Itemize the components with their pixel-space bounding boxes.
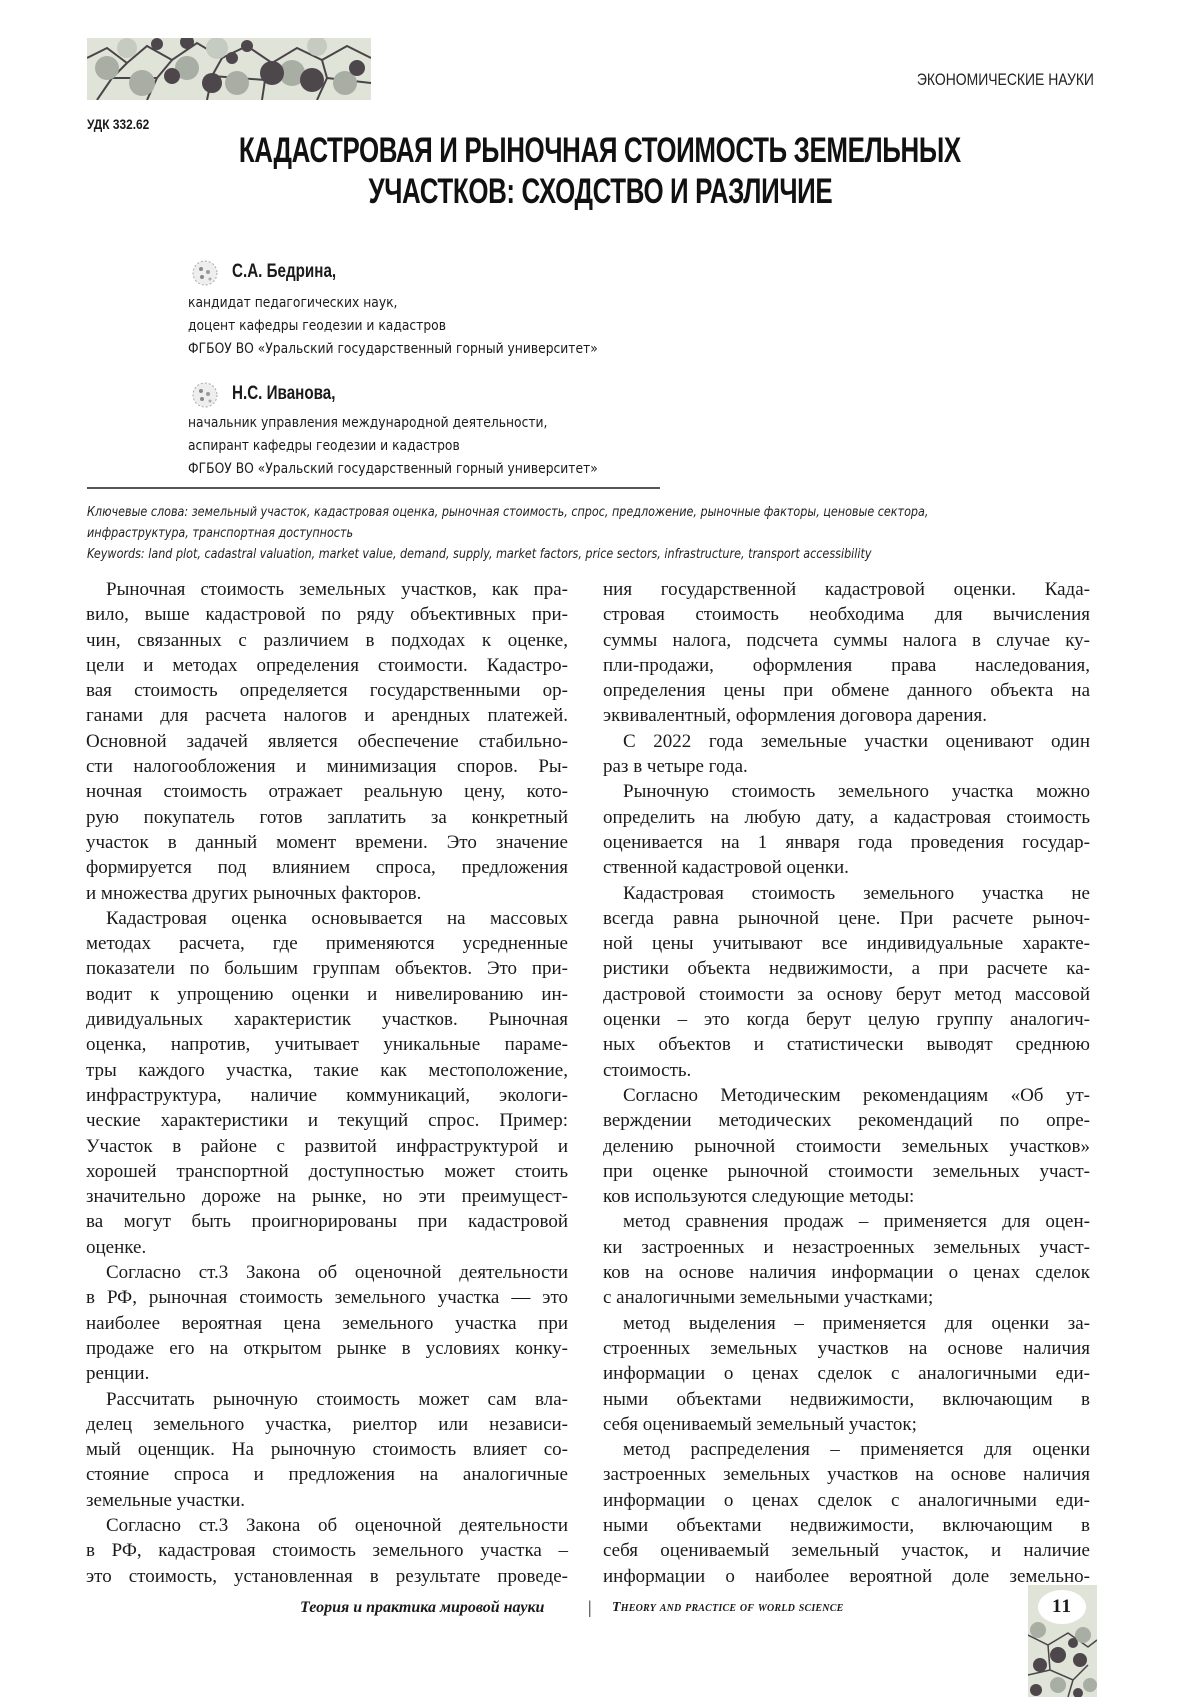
text-line: наиболее вероятная цена земельного участка при (86, 1311, 568, 1336)
text-line: оценка, напротив, учитывает уникальные параме- (86, 1032, 568, 1057)
text-line: участок в данный момент времени. Это значение (86, 830, 568, 855)
text-line: себя оцениваемый земельный участок, и наличие (603, 1538, 1090, 1563)
footer-divider: | (588, 1597, 592, 1618)
footer-journal-en: Theory and practice of world science (612, 1600, 843, 1616)
text-line: строенных земельных участков на основе наличия (603, 1336, 1090, 1361)
text-line: Основной задачей является обеспечение стабильно- (86, 729, 568, 754)
text-line: дивидуальных характеристик участков. Рыночная (86, 1007, 568, 1032)
text-line: Рыночную стоимость земельного участка можно (603, 779, 1090, 804)
paragraph (86, 577, 568, 906)
text-line: ков используются следующие методы: (603, 1184, 1090, 1209)
text-line: дастровой стоимости за основу берут метод массовой (603, 982, 1090, 1007)
text-line: раз в четыре года. (603, 754, 1090, 779)
article-title-line-2 (0, 172, 1200, 212)
author-affiliation: кандидат педагогических наук, (188, 295, 397, 311)
text-line: застроенных земельных участков на основе наличия (603, 1462, 1090, 1487)
page-number: 11 (1038, 1590, 1086, 1624)
text-line: Участок в районе с развитой инфраструктурой и (86, 1134, 568, 1159)
text-line: делец земельного участка, риелтор или независи- (86, 1412, 568, 1437)
text-line: Согласно Методическим рекомендациям «Об ут- (603, 1083, 1090, 1108)
text-line: в РФ, рыночная стоимость земельного участка — это (86, 1285, 568, 1310)
paragraph (603, 1437, 1090, 1589)
text-line: верждении методических рекомендаций по опре- (603, 1108, 1090, 1133)
text-line: Согласно ст.3 Закона об оценочной деятельности (86, 1513, 568, 1538)
paragraph (86, 1387, 568, 1513)
text-line: продаже его на открытом рынке в условиях конку- (86, 1336, 568, 1361)
text-line: всегда равна рыночной цене. При расчете рыноч- (603, 906, 1090, 931)
article-title-line-1 (0, 131, 1200, 171)
udk-code: УДК 332.62 (87, 116, 149, 132)
title-text: УЧАСТКОВ: СХОДСТВО И РАЗЛИЧИЕ (368, 172, 832, 212)
paragraph (86, 1513, 568, 1589)
keywords-ru-cont: инфраструктура, транспортная доступность (87, 526, 353, 541)
text-line: сти налогообложения и минимизация споров. Ры- (86, 754, 568, 779)
text-line: это стоимость, установленная в результате проведе- (86, 1564, 568, 1589)
keywords-ru: Ключевые слова: земельный участок, кадастровая оценка, рыночная стоимость, спрос, предложение, рыночные факторы, ценовые сектора, (87, 505, 928, 520)
paragraph (603, 779, 1090, 880)
text-line: Рыночная стоимость земельных участков, как пра- (86, 577, 568, 602)
text-line: вая стоимость определяется государственными ор- (86, 678, 568, 703)
text-line: ганами для расчета налогов и арендных платежей. (86, 703, 568, 728)
paragraph (603, 1083, 1090, 1209)
section-label: ЭКОНОМИЧЕСКИЕ НАУКИ (917, 70, 1094, 90)
text-line: ва могут быть проигнорированы при кадастровой (86, 1209, 568, 1234)
author-affiliation: ФГБОУ ВО «Уральский государственный горный университет» (188, 461, 598, 477)
text-line: вило, выше кадастровой по ряду объективных при- (86, 602, 568, 627)
text-line: при оценке рыночной стоимости земельных участ- (603, 1159, 1090, 1184)
text-line: ческие характеристики и текущий спрос. Пример: (86, 1108, 568, 1133)
text-line: методах расчета, где применяются усредненные (86, 931, 568, 956)
text-line: водит к упрощению оценки и нивелированию ин- (86, 982, 568, 1007)
text-line: мый оценщик. На рыночную стоимость влияет со- (86, 1437, 568, 1462)
text-line: рую покупатель готов заплатить за конкретный (86, 805, 568, 830)
paragraph (603, 1311, 1090, 1437)
text-line: оценки – это когда берут целую группу аналогич- (603, 1007, 1090, 1032)
text-line: ки застроенных и незастроенных земельных участ- (603, 1235, 1090, 1260)
text-line: С 2022 года земельные участки оценивают один (603, 729, 1090, 754)
text-line: определения цены при обмене данного объекта на (603, 678, 1090, 703)
text-line: ными объектами недвижимости, включающим в (603, 1387, 1090, 1412)
text-line: информации о ценах сделок с аналогичными еди- (603, 1488, 1090, 1513)
divider-rule (87, 487, 660, 489)
text-line: Согласно ст.3 Закона об оценочной деятельности (86, 1260, 568, 1285)
author-name: Н.С. Иванова, (232, 383, 335, 405)
text-line: хорошей транспортной доступностью может стоить (86, 1159, 568, 1184)
text-line: ной цены учитывают все индивидуальные характе- (603, 931, 1090, 956)
text-line: делению рыночной стоимости земельных участков» (603, 1134, 1090, 1159)
author-affiliation: ФГБОУ ВО «Уральский государственный горный университет» (188, 341, 598, 357)
text-line: информации о наиболее вероятной доле земельно- (603, 1564, 1090, 1589)
paragraph (603, 729, 1090, 780)
text-line: пли-продажи, оформления права наследования, (603, 653, 1090, 678)
text-line: цели и методах определения стоимости. Кадастро- (86, 653, 568, 678)
paragraph (86, 1260, 568, 1386)
text-line: эквивалентный, оформления договора дарения. (603, 703, 1090, 728)
text-line: стояние спроса и предложения на аналогичные (86, 1462, 568, 1487)
text-line: метод сравнения продаж – применяется для оцен- (603, 1209, 1090, 1234)
text-line: формируется под влиянием спроса, предложения (86, 855, 568, 880)
paragraph (603, 577, 1090, 729)
text-line: значительно дороже на рынке, но эти преимущест- (86, 1184, 568, 1209)
text-line: оценке. (86, 1235, 568, 1260)
text-line: метод выделения – применяется для оценки за- (603, 1311, 1090, 1336)
text-line: земельные участки. (86, 1488, 568, 1513)
text-line: ных объектов и статистически выводят среднюю (603, 1032, 1090, 1057)
paragraph (603, 1209, 1090, 1310)
text-line: инфраструктура, наличие коммуникаций, экологи- (86, 1083, 568, 1108)
text-line: чин, связанных с различием в подходах к оценке, (86, 628, 568, 653)
text-line: и множества других рыночных факторов. (86, 881, 568, 906)
author-sphere-icon (190, 260, 220, 286)
text-line: Кадастровая стоимость земельного участка не (603, 881, 1090, 906)
text-line: метод распределения – применяется для оценки (603, 1437, 1090, 1462)
body-column-right (603, 577, 1090, 1589)
text-line: ренции. (86, 1361, 568, 1386)
text-line: ков на основе наличия информации о ценах сделок (603, 1260, 1090, 1285)
text-line: оценивается на 1 января года проведения государ- (603, 830, 1090, 855)
text-line: тры каждого участка, такие как местоположение, (86, 1058, 568, 1083)
text-line: Кадастровая оценка основывается на массовых (86, 906, 568, 931)
author-affiliation: начальник управления международной деятельности, (188, 415, 547, 431)
text-line: в РФ, кадастровая стоимость земельного участка – (86, 1538, 568, 1563)
header-molecule-image (87, 38, 371, 100)
text-line: Рассчитать рыночную стоимость может сам вла- (86, 1387, 568, 1412)
paragraph (86, 906, 568, 1260)
text-line: ными объектами недвижимости, включающим в (603, 1513, 1090, 1538)
text-line: ственной кадастровой оценки. (603, 855, 1090, 880)
text-line: себя оцениваемый земельный участок; (603, 1412, 1090, 1437)
author-name: С.А. Бедрина, (232, 261, 336, 283)
paragraph (603, 881, 1090, 1083)
text-line: определить на любую дату, а кадастровая стоимость (603, 805, 1090, 830)
text-line: стровая стоимость необходима для вычисления (603, 602, 1090, 627)
text-line: ния государственной кадастровой оценки. Када- (603, 577, 1090, 602)
text-line: стоимость. (603, 1058, 1090, 1083)
text-line: ристики объекта недвижимости, а при расчете ка- (603, 956, 1090, 981)
text-line: показатели по большим группам объектов. Это при- (86, 956, 568, 981)
author-sphere-icon (190, 382, 220, 408)
author-affiliation: аспирант кафедры геодезии и кадастров (188, 438, 460, 454)
keywords-en: Keywords: land plot, cadastral valuation, market value, demand, supply, market factors, price sectors, infrastructure, transport accessibility (87, 547, 871, 562)
text-line: ночная стоимость отражает реальную цену, кото- (86, 779, 568, 804)
text-line: информации о ценах сделок с аналогичными еди- (603, 1361, 1090, 1386)
author-affiliation: доцент кафедры геодезии и кадастров (188, 318, 446, 334)
title-text: КАДАСТРОВАЯ И РЫНОЧНАЯ СТОИМОСТЬ ЗЕМЕЛЬНЫХ (239, 131, 961, 171)
text-line: суммы налога, подсчета суммы налога в случае ку- (603, 628, 1090, 653)
body-column-left (86, 577, 568, 1589)
text-line: с аналогичными земельными участками; (603, 1285, 1090, 1310)
footer-journal-ru: Теория и практика мировой науки (300, 1599, 544, 1617)
